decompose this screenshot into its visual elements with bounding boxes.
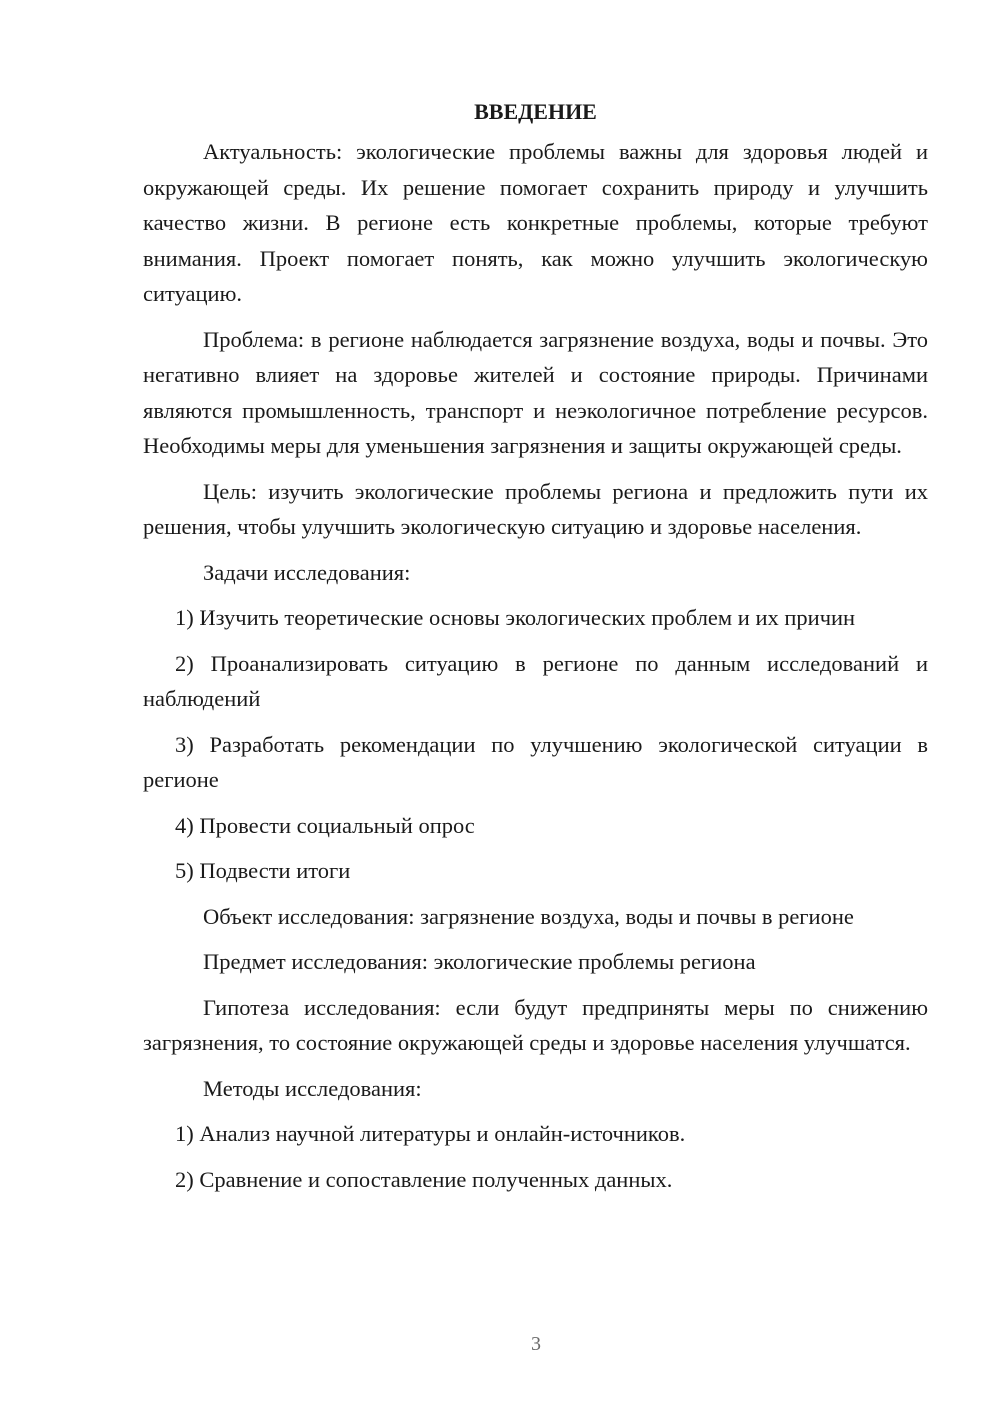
page-number: 3 — [531, 1333, 541, 1355]
relevance-paragraph: Актуальность: экологические проблемы важны для здоровья людей и окружающей среды. Их решение помогает сохранить природу и улучшить качество жизни. В регионе есть конкретные проблемы, которые требуют внимания. Проект помогает понять, как можно улучшить экологическую ситуацию. — [143, 139, 928, 306]
method-item-2: 2) Сравнение и сопоставление полученных данных. — [175, 1166, 673, 1192]
task-item-4: 4) Провести социальный опрос — [175, 812, 475, 838]
task-item-2: 2) Проанализировать ситуацию в регионе по данным исследований и наблюдений — [143, 650, 928, 711]
object-line: Объект исследования: загрязнение воздуха, воды и почвы в регионе — [203, 903, 854, 929]
task-item-5: 5) Подвести итоги — [175, 858, 351, 883]
task-item-3: 3) Разработать рекомендации по улучшению экологической ситуации в регионе — [143, 731, 928, 792]
tasks-heading: Задачи исследования: — [203, 559, 411, 585]
goal-paragraph: Цель: изучить экологические проблемы региона и предложить пути их решения, чтобы улучшить экологическую ситуацию и здоровье населения. — [143, 478, 928, 539]
method-item-1: 1) Анализ научной литературы и онлайн-источников. — [175, 1121, 686, 1146]
problem-paragraph: Проблема: в регионе наблюдается загрязнение воздуха, воды и почвы. Это негативно влияет на здоровье жителей и состояние природы. Причинами являются промышленность, транспорт и неэкологичное потребление ресурсов. Необходимы меры для уменьшения загрязнения и защиты окружающей среды. — [143, 326, 928, 458]
task-item-1: 1) Изучить теоретические основы экологических проблем и их причин — [175, 605, 856, 630]
hypothesis-paragraph: Гипотеза исследования: если будут предприняты меры по снижению загрязнения, то состояние окружающей среды и здоровье населения улучшатся. — [143, 994, 928, 1055]
methods-heading: Методы исследования: — [203, 1075, 422, 1101]
section-title: ВВЕДЕНИЕ — [474, 99, 597, 124]
subject-line: Предмет исследования: экологические проблемы региона — [203, 949, 756, 974]
document-page — [143, 96, 928, 1197]
